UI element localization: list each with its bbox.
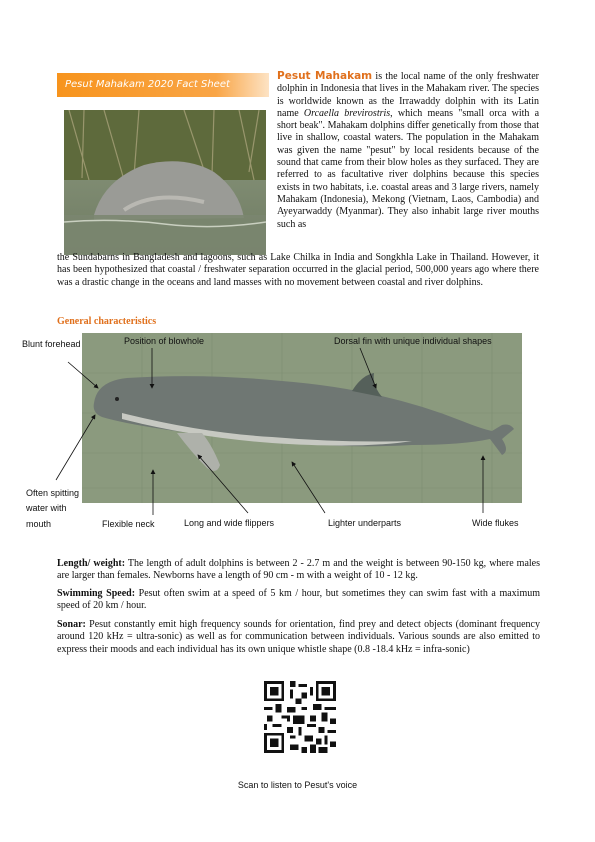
label-flippers: Long and wide flippers (184, 518, 275, 528)
qr-caption: Scan to listen to Pesut's voice (237, 780, 358, 790)
label-blunt-forehead: Blunt forehead (22, 339, 81, 349)
label-spitting-2: water with (26, 503, 67, 513)
dolphin-photo (64, 110, 266, 255)
label-flukes: Wide flukes (472, 518, 519, 528)
section-title: General characteristics (57, 316, 157, 327)
fact-sheet-banner: Pesut Mahakam 2020 Fact Sheet (57, 73, 269, 97)
swimming-speed-paragraph: Swimming Speed: Pesut often swim at a speed of 5 km / hour, but sometimes they can swim fast with a maximum speed of 20 km / hour. (57, 588, 540, 612)
label-flexible-neck: Flexible neck (102, 519, 155, 529)
intro-continuation: the Sundabarns in Bangladesh and lagoons, such as Lake Chilka in India and Songkhla Lake in Thailand. However, it has been hypothesized that coastal / freshwater separation occurred in the glacial period, 500,000 years ago where there was a drastic change in the oceans and land masses with no movement between coastal and river dolphins. (57, 252, 539, 288)
intro-paragraph: Pesut Mahakam is the local name of the only freshwater dolphin in Indonesia that lives in the Mahakam river. The species is worldwide known as the Irrawaddy dolphin with its Latin name Orcaella brevirostris, which means "small orca with a short beak". Mahakam dolphins differ genetically from those that live in shallow, coastal waters. The population in the Mahakam was given the name "pesut" by local residents because of the sound that came from their blow holes as they surfaced. They are referred to as facultative river dolphins because this species exists in two habitats, i.e. coastal areas and 3 large rivers, namely Mahakam (Indonesia), Mekong (Vietnam, Laos, Cambodia) and Ayeyarwaddy (Myanmar). They also inhabit large river mouths such as (277, 70, 540, 230)
label-underparts: Lighter underparts (328, 518, 402, 528)
species-local-name: Pesut Mahakam (277, 70, 373, 82)
label-blowhole: Position of blowhole (124, 336, 205, 346)
latin-name: Orcaella brevirostris (303, 107, 391, 119)
label-spitting-1: Often spitting (26, 488, 80, 498)
sonar-paragraph: Sonar: Pesut constantly emit high frequency sounds for orientation, find prey and detect objects (dominant frequency around 120 kHz = ultra-sonic) as well as for communication between individuals. Various sounds are also emitted to express their moods and each individual has its own unique whistle shape (0.8 -18.4 kHz = infra-sonic) (57, 619, 540, 655)
label-dorsal-fin: Dorsal fin with unique individual shapes (334, 336, 492, 346)
dolphin-diagram (82, 333, 522, 503)
label-spitting-3: mouth (26, 519, 52, 529)
length-weight-paragraph: Length/ weight: The length of adult dolphins is between 2 - 2.7 m and the weight is between 90-150 kg, where males are larger than females. Newborns have a length of 90 cm - m with a weight of 10 - 12 kg. (57, 558, 541, 582)
qr-code[interactable] (264, 681, 336, 753)
